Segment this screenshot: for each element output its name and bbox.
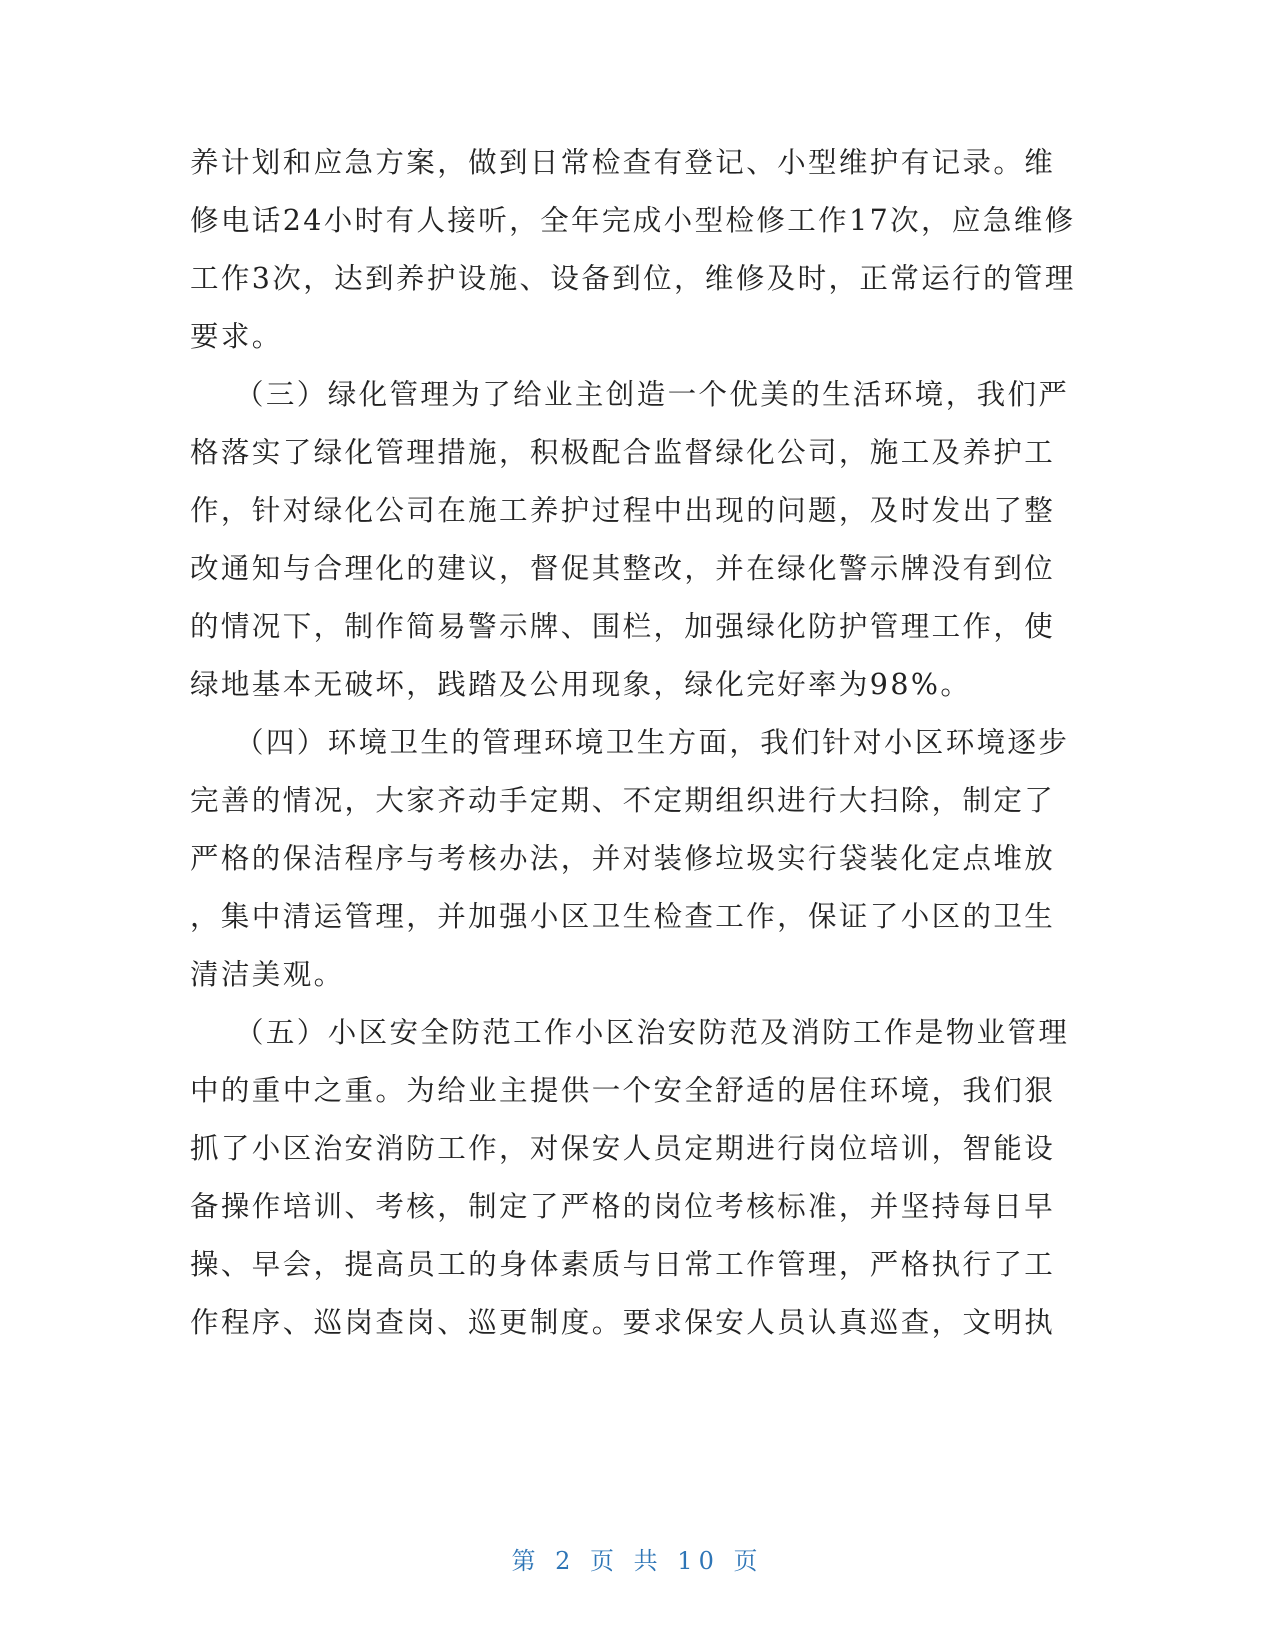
body-text-line: 中的重中之重。为给业主提供一个安全舒适的居住环境，我们狠 bbox=[190, 1074, 1056, 1107]
body-text-line: 备操作培训、考核，制定了严格的岗位考核标准，并坚持每日早 bbox=[190, 1190, 1056, 1223]
page-number-footer: 第 2 页 共 10 页 bbox=[511, 1547, 764, 1575]
body-text-line: 的情况下，制作简易警示牌、围栏，加强绿化防护管理工作，使 bbox=[190, 610, 1056, 643]
body-text-line: （四）环境卫生的管理环境卫生方面，我们针对小区环境逐步 bbox=[235, 726, 1070, 759]
body-text-line: 修电话24小时有人接听，全年完成小型检修工作17次，应急维修 bbox=[190, 204, 1076, 237]
body-text-line: （三）绿化管理为了给业主创造一个优美的生活环境，我们严 bbox=[235, 378, 1070, 411]
body-text-line: 操、早会，提高员工的身体素质与日常工作管理，严格执行了工 bbox=[190, 1248, 1056, 1281]
body-text-line: 清洁美观。 bbox=[190, 958, 345, 991]
body-text-line: 格落实了绿化管理措施，积极配合监督绿化公司，施工及养护工 bbox=[190, 436, 1056, 469]
body-text-line: 完善的情况，大家齐动手定期、不定期组织进行大扫除，制定了 bbox=[190, 784, 1056, 817]
body-text-line: 严格的保洁程序与考核办法，并对装修垃圾实行袋装化定点堆放 bbox=[190, 842, 1056, 875]
body-text-line: 工作3次，达到养护设施、设备到位，维修及时，正常运行的管理 bbox=[190, 262, 1076, 295]
body-text-line: ，集中清运管理，并加强小区卫生检查工作，保证了小区的卫生 bbox=[190, 900, 1056, 933]
body-text-line: 作程序、巡岗查岗、巡更制度。要求保安人员认真巡查，文明执 bbox=[190, 1306, 1056, 1339]
body-text-line: 绿地基本无破坏，践踏及公用现象，绿化完好率为98%。 bbox=[190, 668, 972, 701]
body-text-line: 抓了小区治安消防工作，对保安人员定期进行岗位培训，智能设 bbox=[190, 1132, 1056, 1165]
body-text-line: 改通知与合理化的建议，督促其整改，并在绿化警示牌没有到位 bbox=[190, 552, 1056, 585]
body-text-line: 要求。 bbox=[190, 320, 283, 353]
body-text-line: （五）小区安全防范工作小区治安防范及消防工作是物业管理 bbox=[235, 1016, 1070, 1049]
body-text-line: 养计划和应急方案，做到日常检查有登记、小型维护有记录。维 bbox=[190, 146, 1056, 179]
body-text-line: 作，针对绿化公司在施工养护过程中出现的问题，及时发出了整 bbox=[190, 494, 1056, 527]
